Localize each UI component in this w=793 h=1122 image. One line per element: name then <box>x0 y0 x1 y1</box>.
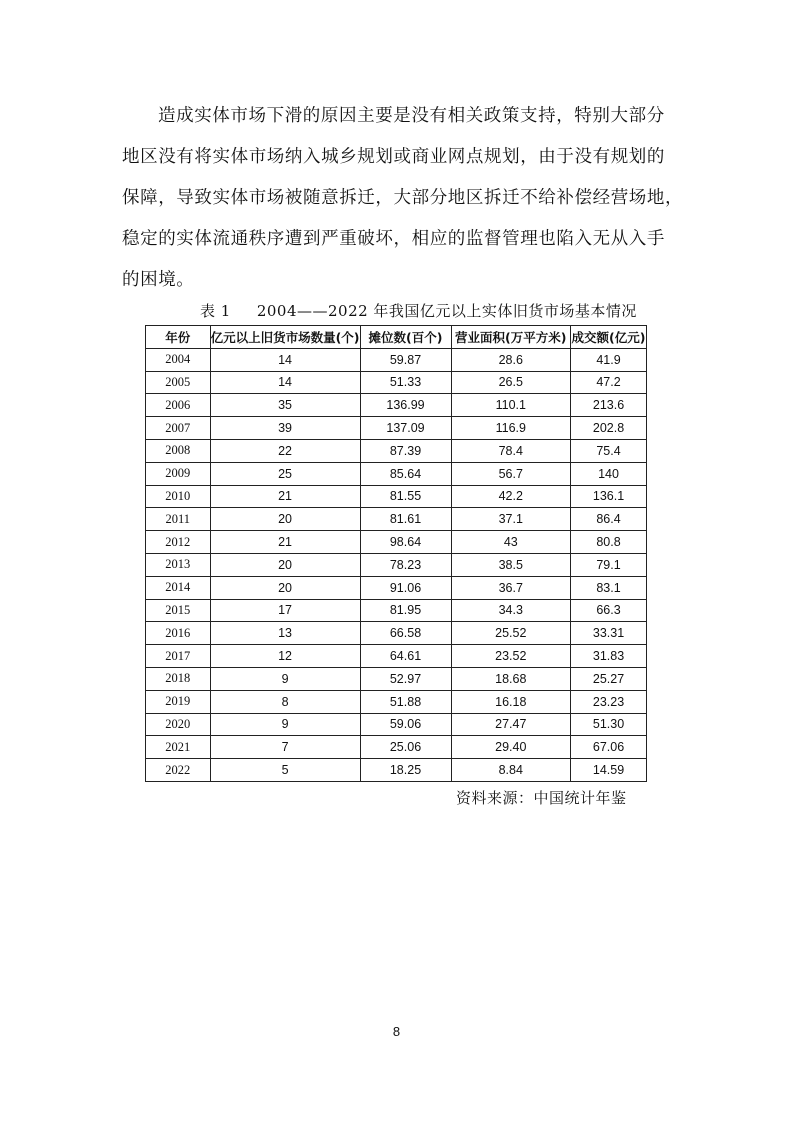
cell-area: 36.7 <box>451 576 571 599</box>
cell-turnover: 23.23 <box>571 690 647 713</box>
cell-stalls: 51.33 <box>360 371 451 394</box>
paragraph-line: 地区没有将实体市场纳入城乡规划或商业网点规划，由于没有规划的 <box>122 147 665 167</box>
cell-area: 8.84 <box>451 759 571 782</box>
cell-area: 34.3 <box>451 599 571 622</box>
cell-year: 2014 <box>146 576 211 599</box>
cell-area: 78.4 <box>451 439 571 462</box>
cell-stalls: 59.06 <box>360 713 451 736</box>
cell-year: 2009 <box>146 462 211 485</box>
cell-market-count: 20 <box>210 508 360 531</box>
cell-stalls: 136.99 <box>360 394 451 417</box>
cell-area: 16.18 <box>451 690 571 713</box>
cell-market-count: 20 <box>210 553 360 576</box>
cell-year: 2018 <box>146 667 211 690</box>
cell-stalls: 81.55 <box>360 485 451 508</box>
cell-market-count: 14 <box>210 371 360 394</box>
cell-stalls: 85.64 <box>360 462 451 485</box>
table-row <box>146 485 647 508</box>
cell-year: 2006 <box>146 394 211 417</box>
table-row <box>146 508 647 531</box>
header-area: 营业面积(万平方米) <box>451 326 571 349</box>
cell-year: 2010 <box>146 485 211 508</box>
cell-area: 42.2 <box>451 485 571 508</box>
table-row <box>146 622 647 645</box>
cell-stalls: 87.39 <box>360 439 451 462</box>
table-source-note: 资料来源：中国统计年鉴 <box>456 789 627 807</box>
cell-stalls: 137.09 <box>360 417 451 440</box>
body-paragraph <box>122 96 684 301</box>
table-row <box>146 667 647 690</box>
header-stalls: 摊位数(百个) <box>360 326 451 349</box>
cell-turnover: 213.6 <box>571 394 647 417</box>
cell-area: 28.6 <box>451 348 571 371</box>
table-caption-title: 2004——2022 年我国亿元以上实体旧货市场基本情况 <box>256 302 637 320</box>
cell-market-count: 9 <box>210 667 360 690</box>
cell-year: 2017 <box>146 645 211 668</box>
cell-market-count: 13 <box>210 622 360 645</box>
cell-area: 29.40 <box>451 736 571 759</box>
table-row <box>146 394 647 417</box>
cell-turnover: 83.1 <box>571 576 647 599</box>
cell-turnover: 25.27 <box>571 667 647 690</box>
table-row <box>146 713 647 736</box>
cell-year: 2016 <box>146 622 211 645</box>
cell-area: 18.68 <box>451 667 571 690</box>
table-caption <box>200 300 637 321</box>
cell-area: 56.7 <box>451 462 571 485</box>
cell-market-count: 12 <box>210 645 360 668</box>
cell-turnover: 67.06 <box>571 736 647 759</box>
cell-turnover: 79.1 <box>571 553 647 576</box>
table-row <box>146 576 647 599</box>
table-row <box>146 599 647 622</box>
cell-turnover: 33.31 <box>571 622 647 645</box>
page-number: 8 <box>392 1024 401 1039</box>
cell-year: 2005 <box>146 371 211 394</box>
paragraph-line: 稳定的实体流通秩序遭到严重破坏，相应的监督管理也陷入无从入手 <box>122 229 665 249</box>
cell-market-count: 8 <box>210 690 360 713</box>
table-row <box>146 690 647 713</box>
paragraph-line: 造成实体市场下滑的原因主要是没有相关政策支持，特别大部分 <box>158 106 665 126</box>
header-year: 年份 <box>146 326 211 349</box>
cell-area: 23.52 <box>451 645 571 668</box>
table-row <box>146 759 647 782</box>
cell-turnover: 136.1 <box>571 485 647 508</box>
cell-stalls: 78.23 <box>360 553 451 576</box>
header-turnover: 成交额(亿元) <box>571 326 647 349</box>
cell-stalls: 66.58 <box>360 622 451 645</box>
table-row <box>146 736 647 759</box>
cell-stalls: 52.97 <box>360 667 451 690</box>
paragraph-line: 保障，导致实体市场被随意拆迁，大部分地区拆迁不给补偿经营场地， <box>122 188 684 208</box>
table-row <box>146 553 647 576</box>
cell-turnover: 51.30 <box>571 713 647 736</box>
cell-area: 37.1 <box>451 508 571 531</box>
table-row <box>146 348 647 371</box>
table-header-row <box>146 326 647 349</box>
table-caption-label: 表 1 <box>200 302 231 320</box>
cell-market-count: 39 <box>210 417 360 440</box>
cell-turnover: 86.4 <box>571 508 647 531</box>
cell-stalls: 98.64 <box>360 531 451 554</box>
cell-year: 2019 <box>146 690 211 713</box>
cell-year: 2013 <box>146 553 211 576</box>
cell-stalls: 18.25 <box>360 759 451 782</box>
cell-turnover: 47.2 <box>571 371 647 394</box>
cell-stalls: 51.88 <box>360 690 451 713</box>
table-row <box>146 531 647 554</box>
cell-area: 38.5 <box>451 553 571 576</box>
cell-stalls: 25.06 <box>360 736 451 759</box>
header-market-count: 亿元以上旧货市场数量(个) <box>210 326 360 349</box>
cell-turnover: 75.4 <box>571 439 647 462</box>
table-row <box>146 371 647 394</box>
table-row <box>146 645 647 668</box>
cell-market-count: 25 <box>210 462 360 485</box>
table-row <box>146 439 647 462</box>
cell-market-count: 21 <box>210 485 360 508</box>
cell-year: 2012 <box>146 531 211 554</box>
table-row <box>146 417 647 440</box>
market-stats-table <box>145 325 647 782</box>
cell-area: 116.9 <box>451 417 571 440</box>
cell-turnover: 41.9 <box>571 348 647 371</box>
cell-turnover: 80.8 <box>571 531 647 554</box>
cell-market-count: 5 <box>210 759 360 782</box>
cell-turnover: 202.8 <box>571 417 647 440</box>
cell-area: 110.1 <box>451 394 571 417</box>
cell-stalls: 81.61 <box>360 508 451 531</box>
cell-year: 2021 <box>146 736 211 759</box>
cell-year: 2011 <box>146 508 211 531</box>
cell-year: 2020 <box>146 713 211 736</box>
cell-stalls: 64.61 <box>360 645 451 668</box>
cell-year: 2022 <box>146 759 211 782</box>
cell-market-count: 35 <box>210 394 360 417</box>
cell-area: 26.5 <box>451 371 571 394</box>
cell-market-count: 9 <box>210 713 360 736</box>
cell-market-count: 21 <box>210 531 360 554</box>
cell-market-count: 22 <box>210 439 360 462</box>
table-body <box>146 348 647 781</box>
cell-year: 2015 <box>146 599 211 622</box>
cell-area: 27.47 <box>451 713 571 736</box>
cell-turnover: 31.83 <box>571 645 647 668</box>
cell-market-count: 17 <box>210 599 360 622</box>
cell-year: 2008 <box>146 439 211 462</box>
cell-stalls: 81.95 <box>360 599 451 622</box>
cell-stalls: 59.87 <box>360 348 451 371</box>
table-row <box>146 462 647 485</box>
paragraph-line: 的困境。 <box>122 270 195 290</box>
cell-area: 25.52 <box>451 622 571 645</box>
cell-market-count: 14 <box>210 348 360 371</box>
cell-stalls: 91.06 <box>360 576 451 599</box>
cell-market-count: 7 <box>210 736 360 759</box>
cell-turnover: 140 <box>571 462 647 485</box>
cell-year: 2004 <box>146 348 211 371</box>
cell-turnover: 66.3 <box>571 599 647 622</box>
cell-year: 2007 <box>146 417 211 440</box>
cell-area: 43 <box>451 531 571 554</box>
cell-turnover: 14.59 <box>571 759 647 782</box>
cell-market-count: 20 <box>210 576 360 599</box>
